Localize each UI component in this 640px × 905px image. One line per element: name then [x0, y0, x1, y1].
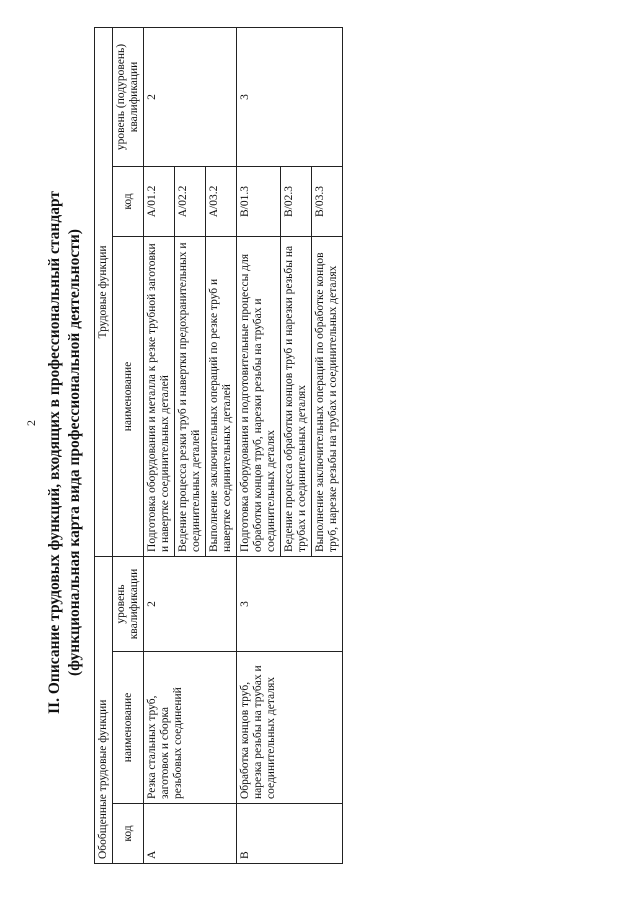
- gen-name-header: наименование: [113, 652, 144, 804]
- function-name: Подготовка оборудования и металла к резке трубной заготовки и навертке соединительных деталей: [144, 236, 175, 556]
- function-sublevel: 3: [237, 27, 343, 166]
- function-name: Ведение процесса резки труб и навертки предохранительных и соединительных деталей: [175, 236, 206, 556]
- func-sublevel-header: уровень (подуровень) квалификации: [113, 27, 144, 166]
- generalized-functions-header: Обобщенные трудовые функции: [95, 556, 113, 863]
- functional-map-table: [94, 27, 343, 864]
- group-name: Обработка концов труб, нарезка резьбы на трубах и соединительных деталях: [237, 652, 343, 804]
- group-level: 2: [144, 556, 237, 651]
- page-number: 2: [24, 420, 38, 426]
- function-code: B/02.3: [281, 166, 312, 236]
- gen-level-header: уровень квалификации: [113, 556, 144, 651]
- table-row: [144, 27, 175, 863]
- header-row-1: [95, 27, 113, 863]
- labor-functions-header: Трудовые функции: [95, 27, 113, 556]
- func-code-header: код: [113, 166, 144, 236]
- function-code: A/01.2: [144, 166, 175, 236]
- function-name: Ведение процесса обработки концов труб и нарезки резьбы на трубах и соединительных деталях: [281, 236, 312, 556]
- function-code: A/03.2: [206, 166, 237, 236]
- section-title: II. Описание трудовых функций, входящих в профессиональный стандарт: [46, 191, 63, 714]
- function-code: B/01.3: [237, 166, 281, 236]
- func-name-header: наименование: [113, 236, 144, 556]
- function-code: A/02.2: [175, 166, 206, 236]
- group-name: Резка стальных труб, заготовок и сборка резьбовых соединений: [144, 652, 237, 804]
- header-row-2: [113, 27, 144, 863]
- function-code: B/03.3: [312, 166, 343, 236]
- group-code: B: [237, 804, 343, 864]
- function-name: Выполнение заключительных операций по резке труб и навертке соединительных деталей: [206, 236, 237, 556]
- group-code: A: [144, 804, 237, 864]
- function-name: Подготовка оборудования и подготовительные процессы для обработки концов труб, нарезки резьбы на трубах и соединительных деталях: [237, 236, 281, 556]
- group-level: 3: [237, 556, 343, 651]
- function-sublevel: 2: [144, 27, 237, 166]
- function-name: Выполнение заключительных операций по обработке концов труб, нарезке резьбы на трубах и соединительных деталях: [312, 236, 343, 556]
- table-row: [237, 27, 281, 863]
- gen-code-header: код: [113, 804, 144, 864]
- section-subtitle: (функциональная карта вида профессиональной деятельности): [66, 229, 83, 676]
